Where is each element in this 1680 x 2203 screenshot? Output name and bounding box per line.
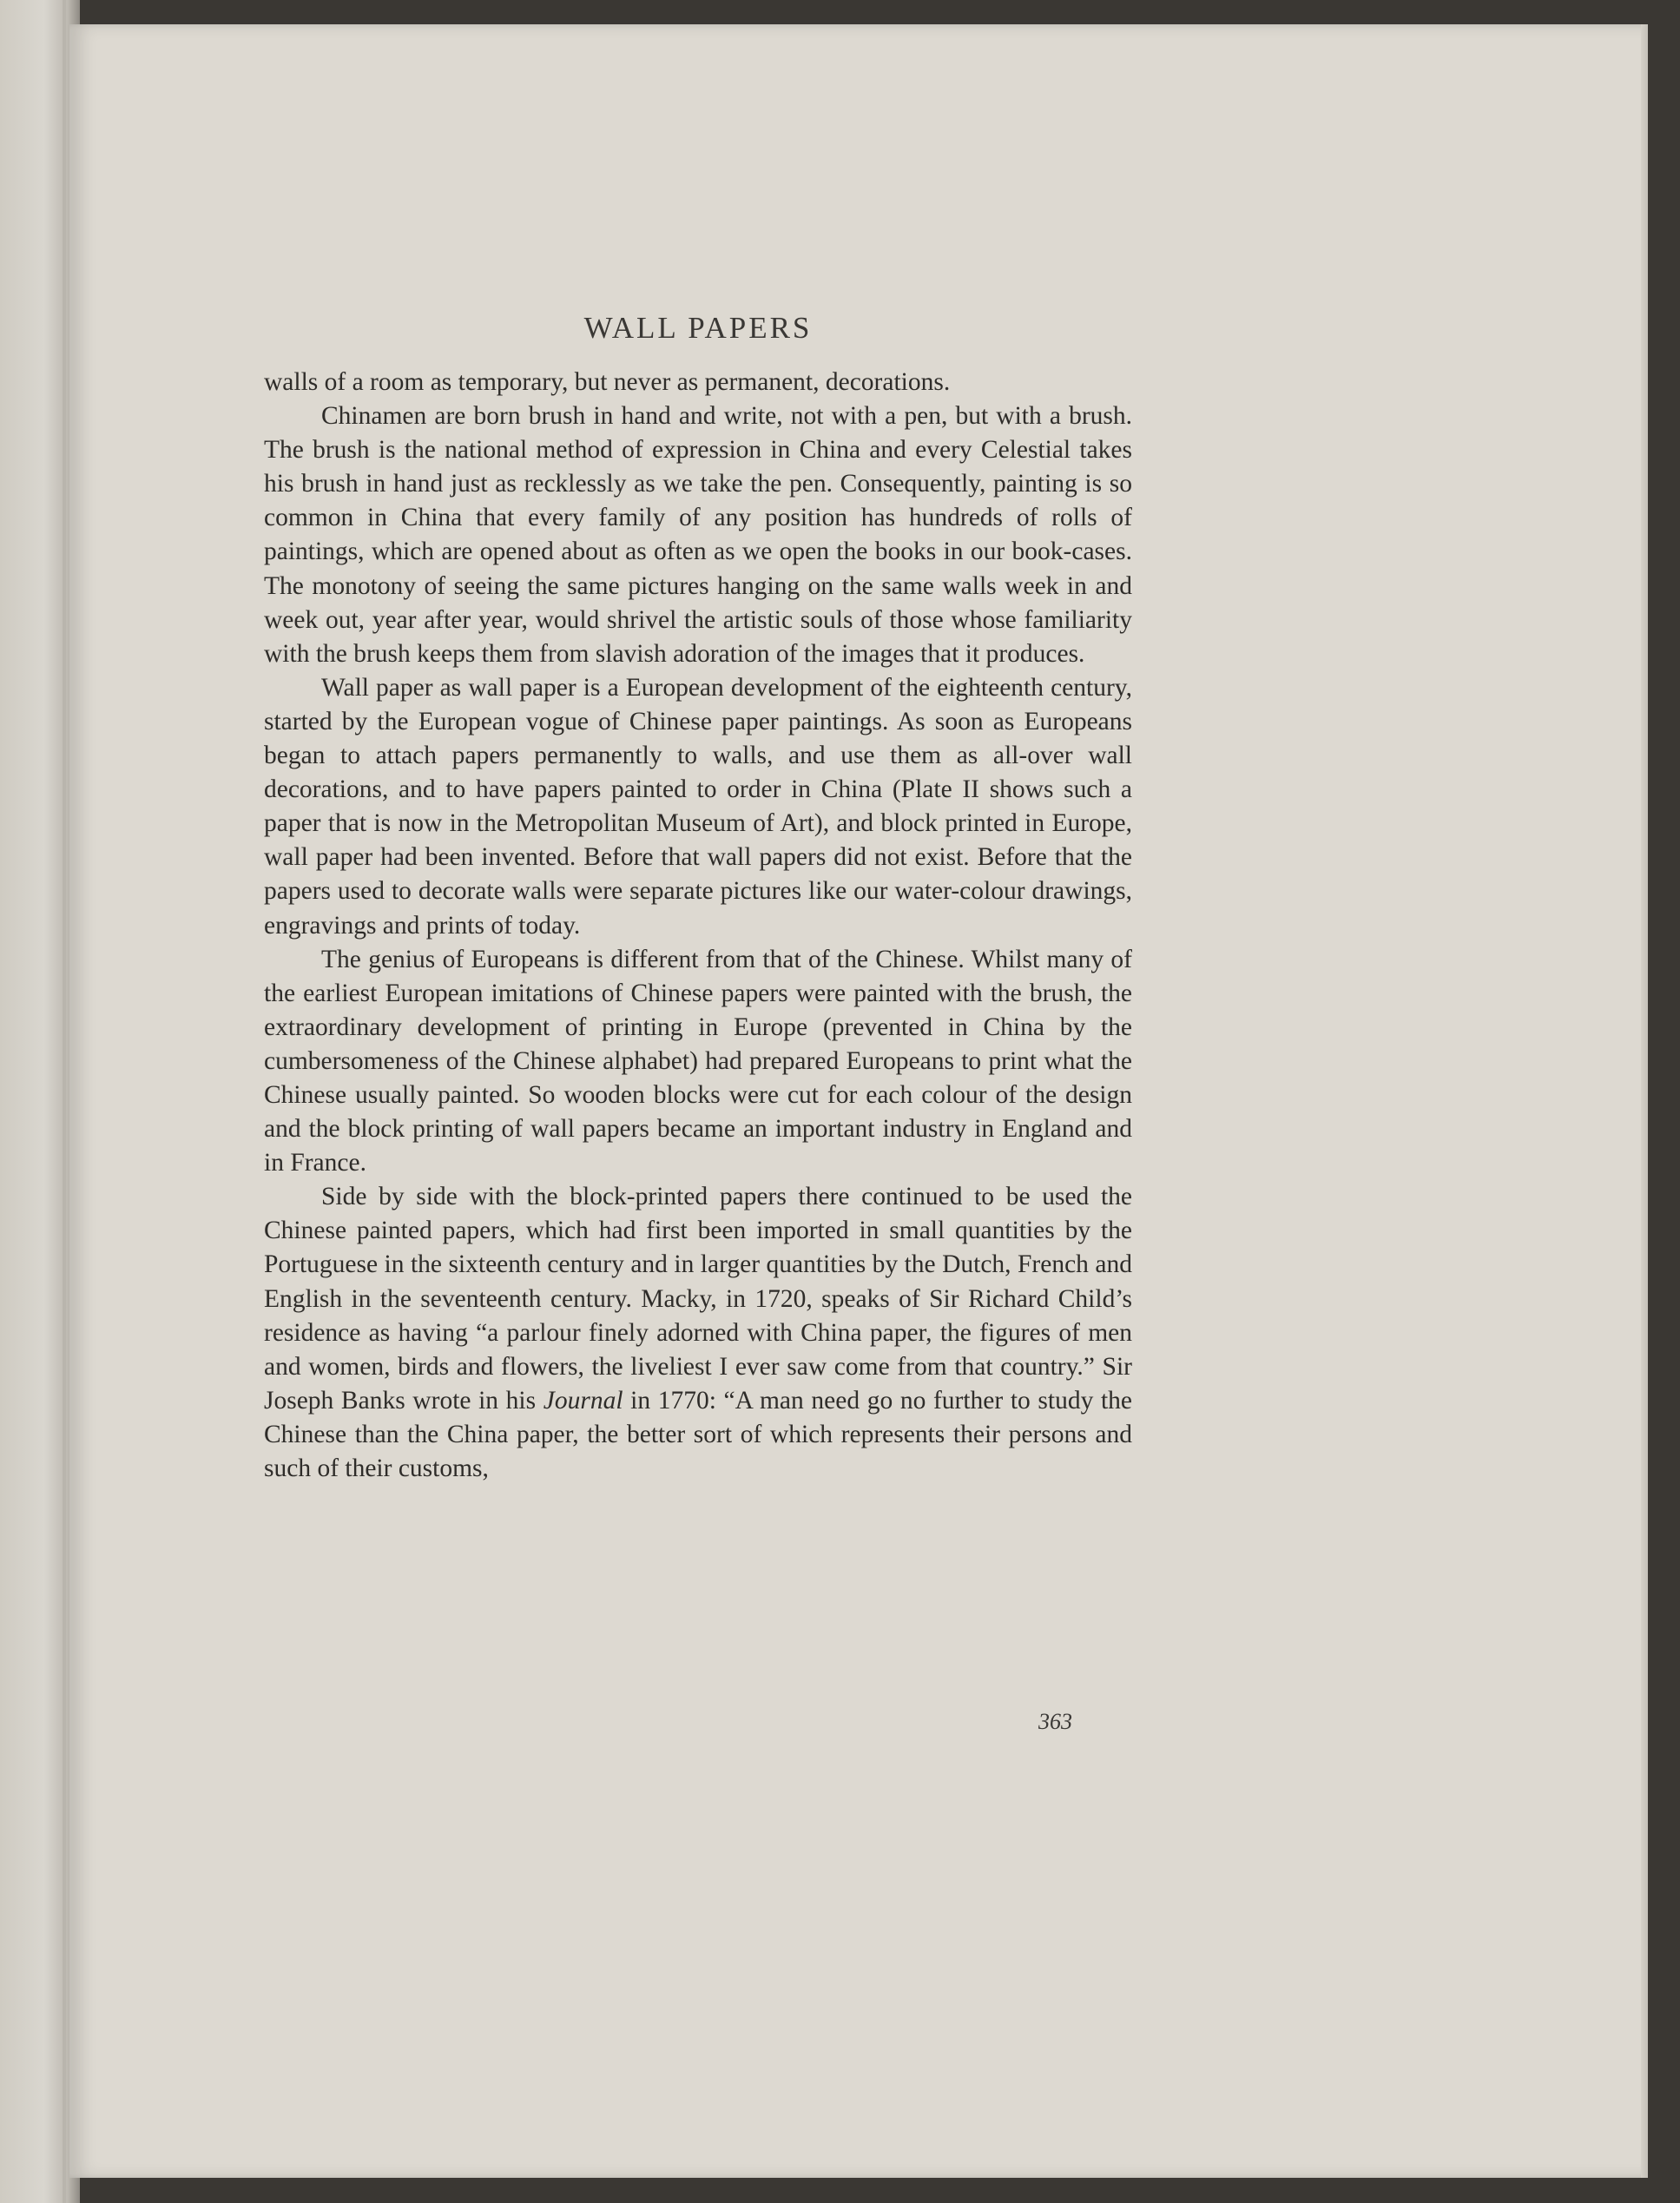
page-number: 363: [1038, 1709, 1072, 1734]
facing-page-fold: [63, 0, 66, 2203]
paragraph-5: [264, 1180, 1132, 1486]
page-right-edge: [1641, 24, 1648, 2178]
paragraph-1: walls of a room as temporary, but never as permanent, decorations.: [264, 368, 951, 396]
paragraph-3: Wall paper as wall paper is a European development of the eighteenth century, started by the European vogue of Chinese paper paintings. As soon as Europeans began to attach papers permanently to walls, and use them as all-over wall decorations, and to have papers painted to order in China (Plate II shows such a paper that is now in the Metropolitan Museum of Art), and block printed in Europe, wall paper had been invented. Before that wall papers did not exist. Before that the papers used to decorate walls were separate pictures like our water-colour drawings, engravings and prints of today.: [264, 673, 1132, 940]
book-page: [69, 24, 1648, 2178]
paragraph-5-text-before: Side by side with the block-printed papers there continued to be used the Chinese painted papers, which had first been imported in small quantities by the Portuguese in the sixteenth century and in larger quantities by the Dutch, French and English in the seventeenth century. Macky, in 1720, speaks of Sir Richard Child’s residence as having “a parlour finely adorned with China paper, the figures of men and women, birds and flowers, the liveliest I ever saw come from that country.” Sir Joseph Banks wrote in his: [264, 1183, 1132, 1415]
body-text: [264, 366, 1132, 1486]
paragraph-5-text-after: in 1770: “A man need go no further to study the Chinese than the China paper, the better sort of which represents their persons and such of their customs,: [264, 1386, 1133, 1482]
paragraph-4: The genius of Europeans is different from that of the Chinese. Whilst many of the earliest European imitations of Chinese papers were painted with the brush, the extraordinary development of printing in Europe (prevented in China by the cumbersomeness of the Chinese alphabet) had prepared Europeans to print what the Chinese usually painted. So wooden blocks were cut for each colour of the design and the block printing of wall papers became an important industry in England and in France.: [264, 945, 1132, 1177]
paragraph-2: Chinamen are born brush in hand and write, not with a pen, but with a brush. The brush is the national method of expression in China and every Celestial takes his brush in hand just as recklessly as we take the pen. Consequently, painting is so common in China that every family of any position has hundreds of rolls of paintings, which are opened about as often as we open the books in our book-cases. The monotony of seeing the same pictures hanging on the same walls week in and week out, year after year, would shrivel the artistic souls of those whose familiarity with the brush keeps them from slavish adoration of the images that it produces.: [264, 402, 1132, 668]
running-head: WALL PAPERS: [583, 311, 813, 345]
journal-title-italic: Journal: [543, 1386, 623, 1415]
facing-page-edge: [0, 0, 80, 2203]
